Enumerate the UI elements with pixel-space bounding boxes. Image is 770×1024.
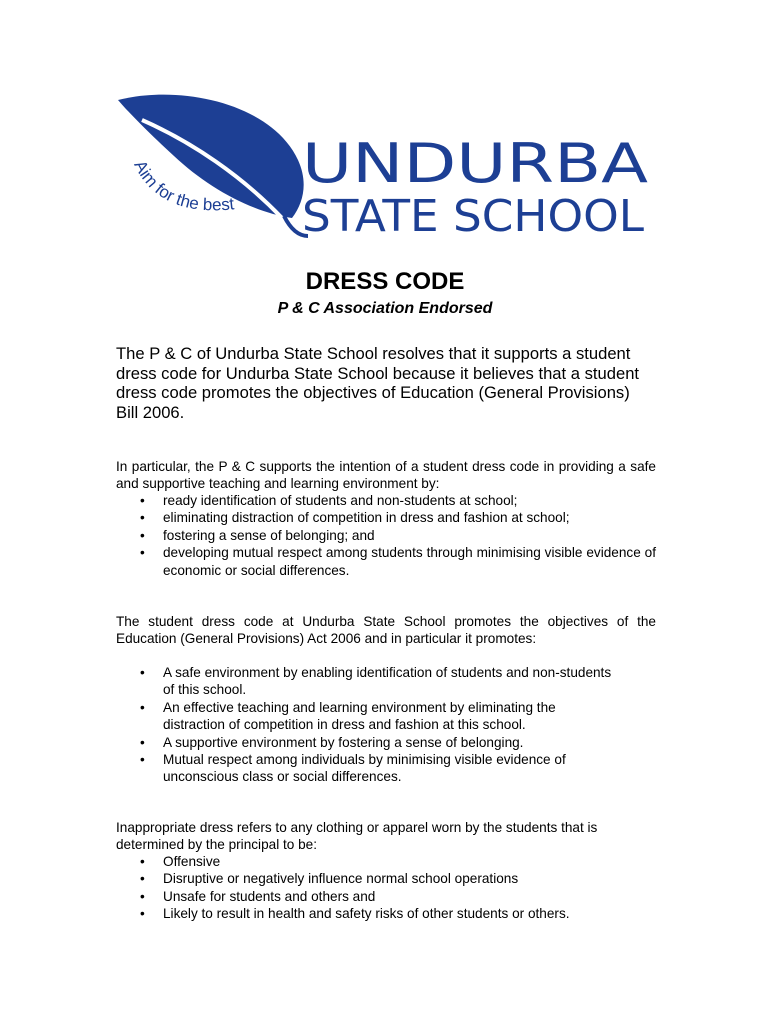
section3-list [140,853,656,923]
list-item: • fostering a sense of belonging; and [140,527,656,544]
section3-paragraph: Inappropriate dress refers to any clothing or apparel worn by the students that is determined by the principal to be: [116,820,598,853]
intro-paragraph: The P & C of Undurba State School resolves that it supports a student dress code for Undurba State School because it believes that a student dress code promotes the objectives of Education (General Provisions) Bill 2006. [116,344,640,422]
logo-line1: UNDURBA [302,132,649,195]
list-item: • Disruptive or negatively influence normal school operations [140,870,656,887]
section2-paragraph: The student dress code at Undurba State School promotes the objectives of the Education (General Provisions) Act 2006 and in particular it promotes: [116,614,656,647]
list-item: • Mutual respect among individuals by minimising visible evidence of unconscious class or social differences. [140,751,618,786]
list-item: • Offensive [140,853,656,870]
list-item: • ready identification of students and non-students at school; [140,492,656,509]
page-subtitle: P & C Association Endorsed [277,300,493,317]
logo-line2: STATE SCHOOL [302,191,645,240]
section1-list [140,492,656,579]
section2-list [140,664,618,786]
list-item: • A safe environment by enabling identification of students and non-students of this school. [140,664,618,699]
school-logo [112,90,652,240]
list-item: • A supportive environment by fostering a sense of belonging. [140,734,618,751]
section1-paragraph: In particular, the P & C supports the intention of a student dress code in providing a safe and supportive teaching and learning environment by: [116,459,656,492]
list-item: • Unsafe for students and others and [140,888,656,905]
list-item: • Likely to result in health and safety risks of other students or others. [140,905,656,922]
leaf-emblem [112,90,652,240]
logo-motto: Aim for the best [130,157,236,215]
list-item: • developing mutual respect among students through minimising visible evidence of economic or social differences. [140,544,656,579]
page-title: DRESS CODE [305,268,465,295]
list-item: • eliminating distraction of competition in dress and fashion at school; [140,509,656,526]
list-item: • An effective teaching and learning environment by eliminating the distraction of competition in dress and fashion at this school. [140,699,618,734]
